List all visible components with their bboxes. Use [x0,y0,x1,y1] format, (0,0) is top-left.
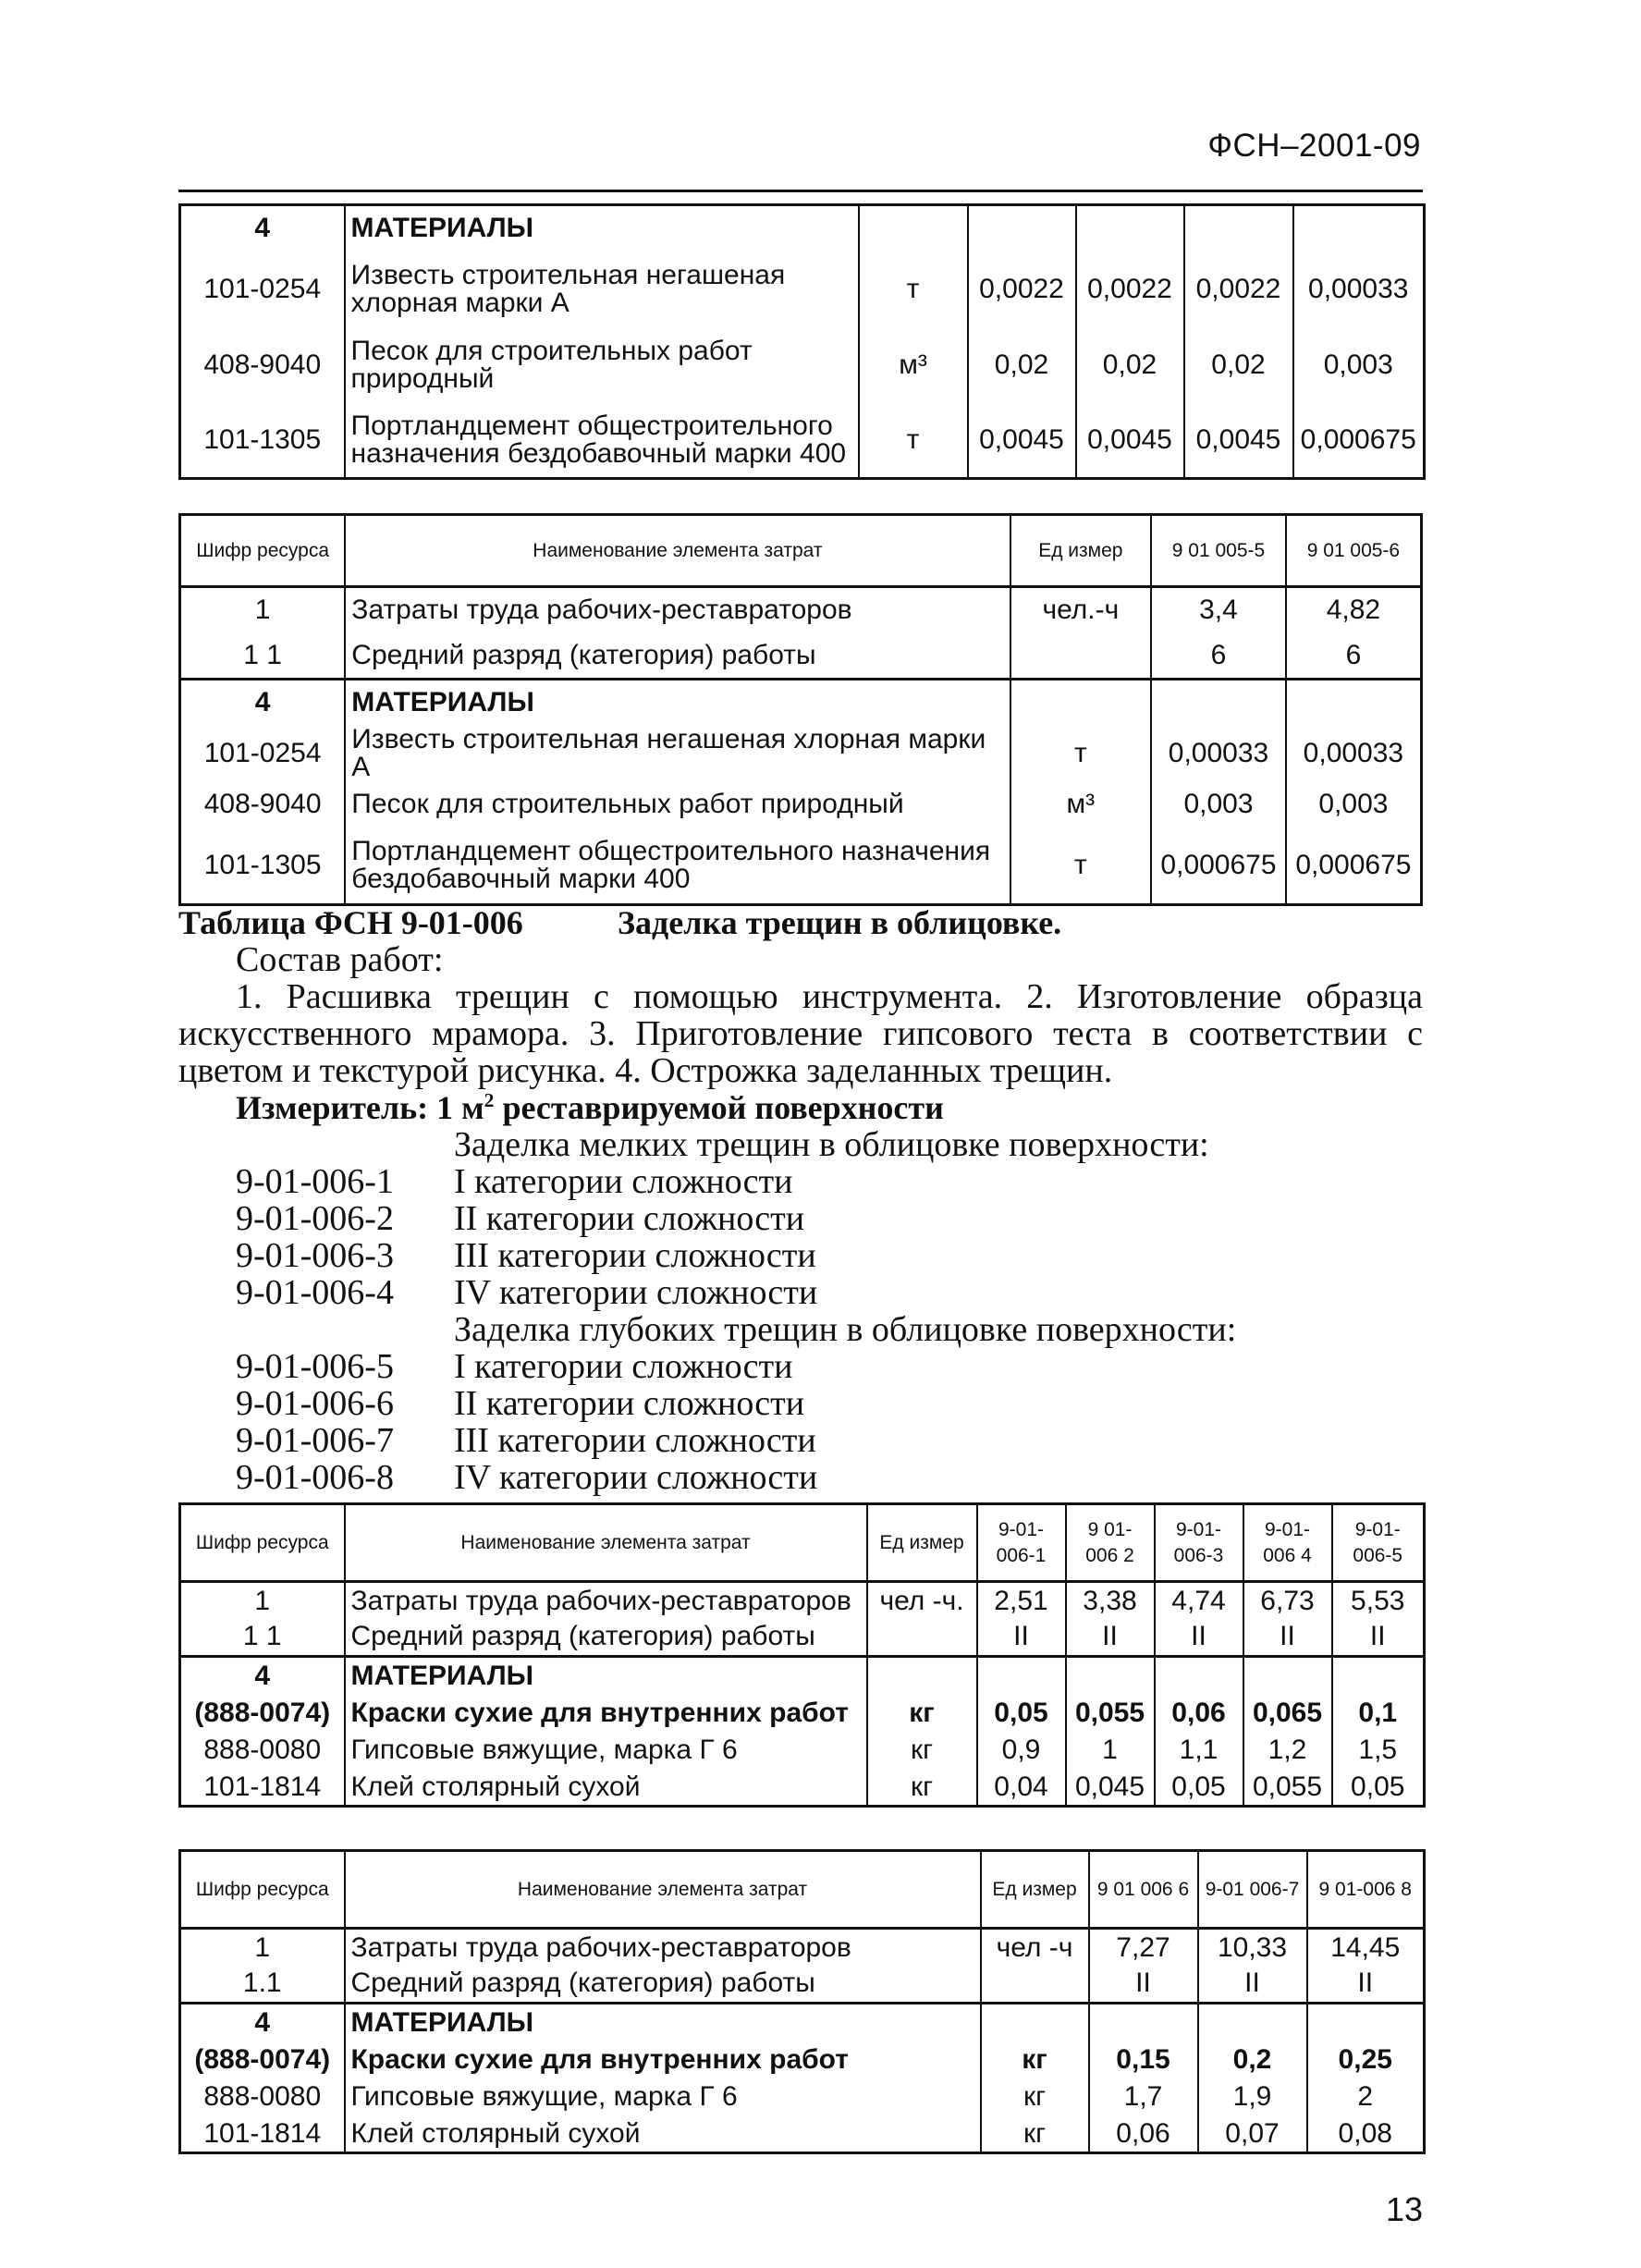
norm-value: 2,51 [977,1582,1066,1619]
unit: т [1010,726,1152,781]
cost-element-name: МАТЕРИАЛЫ [345,1656,867,1695]
table-row [180,1929,1425,1966]
resource-code: 1 1 [180,633,346,680]
unit [981,1966,1089,2003]
table-title: Заделка трещин в облицовке. [618,904,1062,941]
table-row [180,587,1422,633]
table-row [180,726,1422,781]
cost-element-name: МАТЕРИАЛЫ [345,2003,981,2041]
resource-code: 4 [180,205,345,251]
norm-value: II [1089,1966,1198,2003]
table-label: Таблица ФСН 9-01-006 [178,904,523,941]
list-item: 9-01-006-1 I категории сложности [236,1162,793,1201]
table-row [180,1769,1425,1806]
norm-value: 1,7 [1089,2078,1198,2115]
table-row [180,327,1425,403]
norm-value: 0,02 [968,327,1076,403]
resource-code: 1 1 [180,1619,345,1656]
norm-value: 0,04 [977,1769,1066,1806]
resource-code: (888-0074) [180,1695,345,1732]
column-header: 9 01 005-5 [1151,515,1286,587]
cost-element-name: Песок для строительных работ природный [345,781,1010,828]
norm-value: 1,9 [1198,2078,1307,2115]
norm-value: 6 [1286,633,1422,680]
column-header: Ед измер [981,1851,1089,1929]
norm-value: II [1155,1619,1243,1656]
table-row [180,1619,1425,1656]
resource-code: 4 [180,1656,345,1695]
column-header: 9-01 006-7 [1198,1851,1307,1929]
cost-element-name: Гипсовые вяжущие, марка Г 6 [345,1732,867,1769]
norm-value: 2 [1307,2078,1425,2115]
norm-value: II [1307,1966,1425,2003]
table-row [180,1966,1425,2003]
measure-unit: Измеритель: 1 $м^2$ реставрируемой поверхности [236,1089,944,1126]
cost-element-name: Средний разряд (категория) работы [345,633,1010,680]
unit: м³ [1010,781,1152,828]
norm-value: II [1243,1619,1332,1656]
cost-element-name: Портландцемент общестроительного назначения бездобавочный марки 400 [345,828,1010,905]
cost-element-name: МАТЕРИАЛЫ [345,205,859,251]
cost-element-name: Портландцемент общестроительного назначения бездобавочный марки 400 [345,403,859,479]
norm-value: 0,08 [1307,2115,1425,2152]
resource-code: 1 [180,1929,345,1966]
column-header: Наименование элемента затрат [345,1504,867,1582]
list-item: 9-01-006-8 IV категории сложности [236,1458,818,1497]
unit: чел -ч [981,1929,1089,1966]
column-header: 9-01-006-3 [1155,1504,1243,1582]
unit [867,1619,977,1656]
unit: кг [981,2078,1089,2115]
norm-value: 0,055 [1243,1769,1332,1806]
list-item: 9-01-006-3 III категории сложности [236,1236,816,1275]
norm-value: 0,055 [1066,1695,1155,1732]
list-item: 9-01-006-4 IV категории сложности [236,1273,818,1312]
table-row [180,205,1425,251]
page-number: 13 [1385,2190,1423,2228]
resource-code: 101-1305 [180,828,346,905]
norm-value: 1,2 [1243,1732,1332,1769]
unit: т [1010,828,1152,905]
norm-value: II [1198,1966,1307,2003]
unit: м³ [859,327,968,403]
norm-value: 0,0022 [1076,251,1184,327]
table-header-row [180,515,1422,587]
column-header: Наименование элемента затрат [345,1851,981,1929]
resource-code: 408-9040 [180,327,345,403]
norm-value: 0,02 [1184,327,1293,403]
column-header: 9-01-006-1 [977,1504,1066,1582]
norm-value: 3,38 [1066,1582,1155,1619]
norm-value: 0,00033 [1151,726,1286,781]
table-row [180,251,1425,327]
cost-element-name: Песок для строительных работ природный [345,327,859,403]
table-006-1-5 [178,1502,1426,1808]
unit: кг [981,2115,1089,2152]
resource-code: 101-1814 [180,1769,345,1806]
cost-element-name: Краски сухие для внутренних работ [345,2041,981,2078]
norm-value: 1,1 [1155,1732,1243,1769]
list-item: 9-01-006-5 I категории сложности [236,1347,793,1386]
resource-code: 408-9040 [180,781,346,828]
resource-code: 101-1305 [180,403,345,479]
column-header: Шифр ресурса [180,1504,345,1582]
cost-element-name: Известь строительная негашеная хлорная марки А [345,726,1010,781]
cost-element-name: МАТЕРИАЛЫ [345,680,1010,726]
resource-code: (888-0074) [180,2041,345,2078]
resource-code: 1.1 [180,1966,345,2003]
norm-value: 0,000675 [1151,828,1286,905]
cost-element-name: Клей столярный сухой [345,1769,867,1806]
norm-value: 0,045 [1066,1769,1155,1806]
table-header-row [180,1851,1425,1929]
unit: чел.-ч [1010,587,1152,633]
norm-value: 0,25 [1307,2041,1425,2078]
norm-value: II [977,1619,1066,1656]
norm-value: 1 [1066,1732,1155,1769]
cost-element-name: Клей столярный сухой [345,2115,981,2152]
norm-value: 6,73 [1243,1582,1332,1619]
resource-code: 4 [180,2003,345,2041]
resource-code: 4 [180,680,346,726]
table-row [180,2041,1425,2078]
norm-value: 3,4 [1151,587,1286,633]
norm-value: 0,07 [1198,2115,1307,2152]
norm-value: 0,06 [1089,2115,1198,2152]
group-title: Заделка глубоких трещин в облицовке поверхности: [454,1310,1237,1349]
column-header: 9 01 006 6 [1089,1851,1198,1929]
table-row [180,633,1422,680]
norm-value: 0,05 [1155,1769,1243,1806]
header-rule [178,190,1423,192]
norm-value: 0,9 [977,1732,1066,1769]
norm-value: 0,003 [1151,781,1286,828]
norm-value: 0,05 [977,1695,1066,1732]
column-header: 9 01-006 2 [1066,1504,1155,1582]
column-header: 9-01-006 4 [1243,1504,1332,1582]
norm-value: 5,53 [1332,1582,1425,1619]
work-description: 1. Расшивка трещин с помощью инструмента. 2. Изготовление образца искусственного мрамора. 3. Приготовление гипсового теста в соответствии с цветом и текстурой рисунка. 4. Острожка заделанных трещин. [178,977,1423,1090]
unit: т [859,403,968,479]
norm-value: 14,45 [1307,1929,1425,1966]
table-row [180,1732,1425,1769]
table-row [180,781,1422,828]
list-item: 9-01-006-7 III категории сложности [236,1421,816,1460]
norm-value: II [1066,1619,1155,1656]
unit: т [859,251,968,327]
cost-element-name: Затраты труда рабочих-реставраторов [345,1929,981,1966]
table-005 [178,513,1423,906]
norm-value: 4,74 [1155,1582,1243,1619]
cost-element-name: Известь строительная негашеная хлорная марки А [345,251,859,327]
norm-value: 0,000675 [1286,828,1422,905]
table-row [180,403,1425,479]
table-row [180,1695,1425,1732]
unit: кг [867,1769,977,1806]
norm-value: 0,0022 [1184,251,1293,327]
cost-element-name: Средний разряд (категория) работы [345,1619,867,1656]
norm-value: 0,05 [1332,1769,1425,1806]
norm-value: 0,00033 [1286,726,1422,781]
cost-element-name: Краски сухие для внутренних работ [345,1695,867,1732]
column-header: Ед измер [867,1504,977,1582]
cost-element-name: Затраты труда рабочих-реставраторов [345,587,1010,633]
resource-code: 1 [180,1582,345,1619]
table-continuation [178,203,1426,480]
table-row [180,2003,1425,2041]
norm-value: 0,0045 [968,403,1076,479]
norm-value: 0,00033 [1293,251,1425,327]
table-006-6-8 [178,1849,1426,2154]
norm-value: 4,82 [1286,587,1422,633]
norm-value: 0,02 [1076,327,1184,403]
resource-code: 101-0254 [180,251,345,327]
norm-value: II [1332,1619,1425,1656]
norm-value: 10,33 [1198,1929,1307,1966]
norm-value: 1,5 [1332,1732,1425,1769]
unit: кг [981,2041,1089,2078]
resource-code: 888-0080 [180,1732,345,1769]
unit: кг [867,1732,977,1769]
list-item: 9-01-006-6 II категории сложности [236,1384,805,1423]
column-header: 9 01-006 8 [1307,1851,1425,1929]
norm-value: 0,065 [1243,1695,1332,1732]
table-row [180,2115,1425,2152]
norm-value: 0,0045 [1076,403,1184,479]
cost-element-name: Затраты труда рабочих-реставраторов [345,1582,867,1619]
column-header: Шифр ресурса [180,1851,345,1929]
norm-value: 0,1 [1332,1695,1425,1732]
column-header: Ед измер [1010,515,1152,587]
list-item: 9-01-006-2 II категории сложности [236,1199,805,1238]
item-list [236,1126,1428,1496]
norm-value: 0,2 [1198,2041,1307,2078]
document-code: ФСН–2001-09 [1207,128,1421,164]
column-header: 9-01-006-5 [1332,1504,1425,1582]
norm-value: 0,003 [1293,327,1425,403]
table-header-row [180,1504,1425,1582]
column-header: 9 01 005-6 [1286,515,1422,587]
norm-value: 0,06 [1155,1695,1243,1732]
norm-value: 0,000675 [1293,403,1425,479]
table-row [180,1656,1425,1695]
resource-code: 1 [180,587,346,633]
unit: кг [867,1695,977,1732]
group-title: Заделка мелких трещин в облицовке поверхности: [454,1125,1209,1164]
resource-code: 888-0080 [180,2078,345,2115]
table-row [180,828,1422,905]
resource-code: 101-0254 [180,726,346,781]
table-row [180,680,1422,726]
norm-value: 0,0022 [968,251,1076,327]
column-header: Шифр ресурса [180,515,346,587]
column-header: Наименование элемента затрат [345,515,1010,587]
table-row [180,1582,1425,1619]
norm-value: 0,003 [1286,781,1422,828]
norm-value: 7,27 [1089,1929,1198,1966]
cost-element-name: Гипсовые вяжущие, марка Г 6 [345,2078,981,2115]
work-heading: Состав работ: [236,940,444,979]
resource-code: 101-1814 [180,2115,345,2152]
unit [1010,633,1152,680]
table-row [180,2078,1425,2115]
cost-element-name: Средний разряд (категория) работы [345,1966,981,2003]
norm-value: 0,0045 [1184,403,1293,479]
unit: чел -ч. [867,1582,977,1619]
norm-value: 0,15 [1089,2041,1198,2078]
norm-value: 6 [1151,633,1286,680]
